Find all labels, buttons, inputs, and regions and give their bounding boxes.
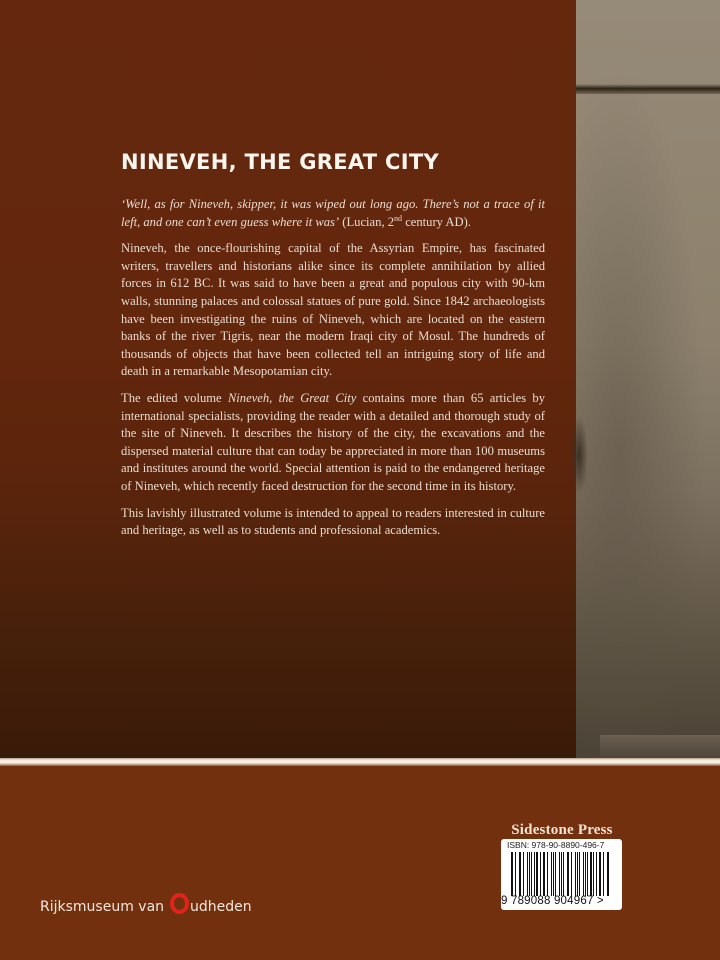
rijksmuseum-van-oudheden-logo (40, 896, 252, 917)
paragraph-2-body: contains more than 65 articles by international specialists, providing the reader with a detailed and thorough study of the site of Nineveh. It describes the history of the city, the excavations and the dispersed material culture that can today be appreciated in more than 100 museums and institutes around the world. Special attention is paid to the endangered heritage of Nineveh, which recently faced destruction for the second time in its history. (121, 390, 545, 493)
blurb-paragraph-1: Nineveh, the once-flourishing capital of the Assyrian Empire, has fascinated writers, travellers and historians alike since its complete annihilation by allied forces in 612 BC. It was said to have been a great and populous city with 90-km walls, stunning palaces and colossal statues of pure gold. Since 1842 archaeologists have been investigating the ruins of Nineveh, which are located on the eastern banks of the river Tigris, near the modern Iraqi city of Mosul. The hundreds of thousands of objects that have been collected tell an intriguing story of life and death in a remarkable Mesopotamian city. (121, 241, 545, 379)
stone-relief-image (576, 0, 720, 758)
barcode-bar (547, 852, 548, 896)
isbn-barcode (501, 839, 622, 910)
book-title: NINEVEH, THE GREAT CITY (121, 150, 439, 174)
barcode-bar (527, 852, 528, 896)
museum-name-prefix: Rijksmuseum van (40, 898, 165, 915)
barcode-bar (593, 852, 594, 896)
blurb-paragraph-2 (121, 390, 545, 496)
barcode-bar (571, 852, 572, 896)
barcode-bar (590, 852, 591, 896)
quote-text: ‘Well, as for Nineveh, skipper, it was wiped out long ago. There’s not a trace of it left, and one can’t even guess where it was’ (121, 197, 545, 229)
divider-line (0, 758, 720, 766)
stone-relief-groove (576, 84, 720, 94)
barcode-bar (608, 852, 609, 896)
barcode-bar (536, 852, 537, 896)
barcode-bar (523, 852, 524, 896)
paragraph-2-intro: The edited volume (121, 390, 228, 405)
barcode-bar (579, 852, 580, 896)
stone-relief-shadow (570, 415, 588, 495)
barcode-bar (551, 852, 552, 896)
barcode-bar (575, 852, 576, 896)
quote-attribution-end: century AD). (402, 214, 471, 229)
barcode-bar (555, 852, 556, 896)
blurb-content (121, 150, 545, 549)
museum-name-suffix: udheden (190, 898, 252, 915)
museum-o-ring-icon (170, 893, 189, 914)
book-title-italic: Nineveh, the Great City (227, 390, 357, 405)
opening-quote (121, 196, 545, 231)
barcode-bars-icon (511, 852, 611, 896)
quote-attribution: (Lucian, 2 (339, 214, 395, 229)
quote-attribution-ordinal: nd (394, 213, 403, 223)
publisher-name: Sidestone Press (511, 822, 613, 838)
blurb-paragraph-3: This lavishly illustrated volume is intended to appeal to readers interested in culture and heritage, as well as to students and professional academics. (121, 505, 545, 538)
barcode-digits: 9 789088 904967 > (501, 895, 604, 907)
stone-relief-base (600, 735, 720, 758)
barcode-bar (563, 852, 564, 896)
barcode-bar (600, 852, 601, 896)
barcode-bar (534, 852, 535, 896)
isbn-label: ISBN: 978-90-8890-496-7 (507, 840, 605, 850)
barcode-bar (515, 852, 516, 896)
